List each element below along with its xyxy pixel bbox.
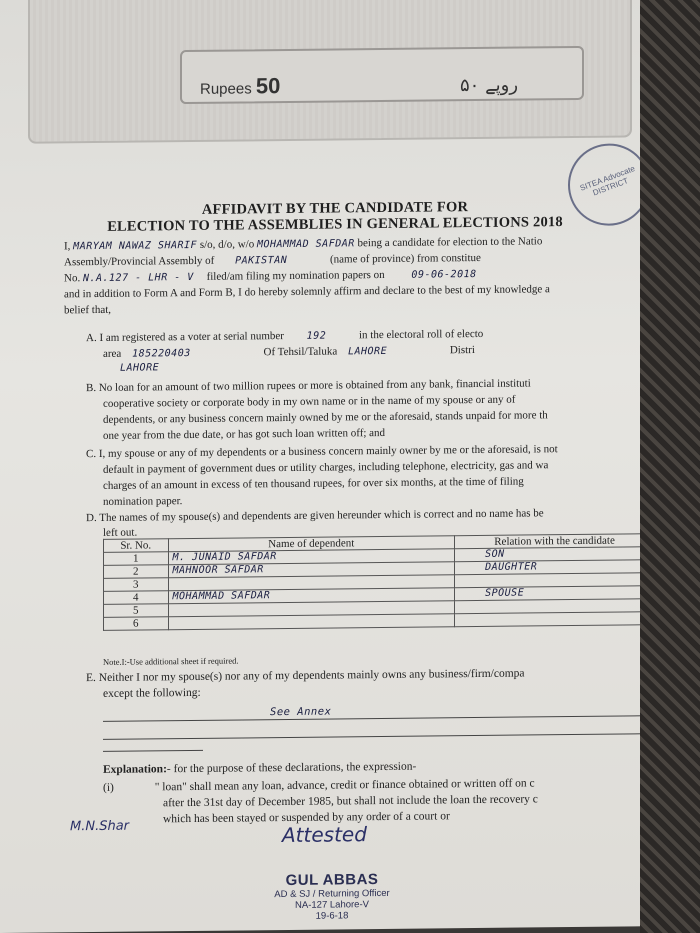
item-b-line4: one year from the due date, or has got such loan written off; and xyxy=(103,426,386,442)
document-title-line1: AFFIDAVIT BY THE CANDIDATE FOR xyxy=(201,199,469,218)
dependents-table xyxy=(103,533,652,631)
item-b-line3: dependents, or any business concern mainly owned by me or the aforesaid, stands unpaid for more th xyxy=(103,409,548,426)
item-b-line2: cooperative society or corporate body in my own name or in the name of my spouse or any of xyxy=(103,393,516,410)
row-relation: DAUGHTER xyxy=(455,560,652,575)
officer-location: NA-127 Lahore-V xyxy=(295,899,369,911)
candidate-name: MARYAM NAWAZ SHARIF xyxy=(73,239,198,253)
header-relation: Relation with the candidate xyxy=(455,534,652,549)
table-note: Note.I:-Use additional sheet if required. xyxy=(103,655,239,667)
explanation-number: (i) xyxy=(103,781,114,794)
document-title-line2: ELECTION TO THE ASSEMBLIES IN GENERAL ELECTIONS 2018 xyxy=(107,214,563,235)
stamp-value-urdu: روپے ۵۰ xyxy=(460,74,519,97)
explanation-line4: which has been stayed or suspended by any order of a court or xyxy=(163,810,450,826)
province-name: PAKISTAN xyxy=(235,254,288,267)
constituency: N.A.127 - LHR - V xyxy=(82,271,194,285)
blank-line xyxy=(103,715,643,722)
item-b-line1: B. No loan for an amount of two million rupees or more is obtained from any bank, financial instituti xyxy=(86,377,531,395)
item-a-line2 xyxy=(103,343,475,362)
stamp-amount: 50 xyxy=(255,73,281,99)
electoral-area: 185220403 xyxy=(132,348,191,360)
explanation-text: - for the purpose of these declarations, the expression- xyxy=(166,760,417,776)
returning-officer-stamp xyxy=(262,871,402,922)
item-a-text: A. I am registered as a voter at serial number xyxy=(86,330,284,345)
explanation-line1 xyxy=(103,760,416,777)
district-name: LAHORE xyxy=(120,362,160,374)
filing-date: 09-06-2018 xyxy=(411,269,477,281)
item-c-line1: C. I, my spouse or any of my dependents or a business concern mainly owner by me or the aforesaid, is not xyxy=(86,443,558,461)
item-d-line2: left out. xyxy=(103,526,138,539)
row-relation: SPOUSE xyxy=(455,586,652,601)
row-name: M. JUNAID SAFDAR xyxy=(168,549,455,565)
advocate-seal-text: SITEA Advocate DISTRICT xyxy=(578,164,637,198)
intro-text: No. xyxy=(64,272,81,285)
intro-line4: and in addition to Form A and Form B, I do hereby solemnly affirm and declare to the best of my knowledge a xyxy=(64,283,550,301)
explanation-heading: Explanation: xyxy=(103,763,167,776)
candidate-signature: M.N.Shar xyxy=(70,818,130,835)
officer-name: GUL ABBAS xyxy=(285,871,379,890)
background-rug xyxy=(640,0,700,933)
item-c-line2: default in payment of government dues or utility charges, including telephone, electricity, gas and wa xyxy=(103,459,549,476)
item-a-text: in the electoral roll of electo xyxy=(358,327,484,342)
stamp-value-label xyxy=(200,73,280,100)
row-relation: SON xyxy=(455,547,652,562)
intro-line5: belief that, xyxy=(64,303,112,317)
item-a-text: area xyxy=(103,347,122,360)
item-e-handwritten: See Annex xyxy=(270,705,332,719)
row-sr: 2 xyxy=(104,565,169,579)
blank-line xyxy=(103,733,643,740)
intro-text: Assembly/Provincial Assembly of xyxy=(64,254,215,269)
stamp-currency: Rupees xyxy=(200,80,252,98)
item-a-text: Distri xyxy=(449,344,475,357)
intro-text: I, xyxy=(64,240,71,253)
item-d-line1: D. The names of my spouse(s) and dependents are given hereunder which is correct and no name has be xyxy=(86,507,544,525)
father-spouse-name: MOHAMMAD SAFDAR xyxy=(256,238,355,251)
intro-text: s/o, d/o, w/o xyxy=(199,238,255,251)
advocate-seal xyxy=(568,143,650,226)
attested-stamp: Attested xyxy=(282,822,367,848)
intro-text: (name of province) from constitue xyxy=(330,251,481,266)
item-a-text: Of Tehsil/Taluka xyxy=(263,345,338,359)
row-name: MOHAMMAD SAFDAR xyxy=(168,588,455,604)
explanation-text: " loan" shall mean any loan, advance, credit or finance obtained or written off on c xyxy=(154,777,535,794)
header-name-of-dependent: Name of dependent xyxy=(168,536,455,552)
intro-text: being a candidate for election to the Natio xyxy=(357,235,543,250)
tehsil-name: LAHORE xyxy=(347,345,388,358)
blank-line-short xyxy=(103,750,203,752)
voter-serial-number: 192 xyxy=(306,330,327,342)
officer-date: 19-6-18 xyxy=(315,910,349,922)
row-sr: 3 xyxy=(104,578,169,592)
row-relation xyxy=(455,612,652,627)
stamp-paper-header xyxy=(28,0,632,144)
explanation-line3: after the 31st day of December 1985, but shall not include the loan the recovery c xyxy=(163,793,538,810)
header-sr-no: Sr. No. xyxy=(104,539,169,553)
item-c-line3: charges of an amount in excess of ten thousand rupees, for over six months, at the time of filing xyxy=(103,475,524,492)
row-name: MAHNOOR SAFDAR xyxy=(168,562,455,578)
row-sr: 6 xyxy=(104,617,169,631)
row-sr: 5 xyxy=(104,604,169,618)
intro-text: filed/am filing my nomination papers on xyxy=(206,268,385,283)
row-sr: 1 xyxy=(104,552,169,566)
officer-title: AD & SJ / Returning Officer xyxy=(274,887,390,901)
item-e-line2: except the following: xyxy=(103,686,201,700)
item-e-line1: E. Neither I nor my spouse(s) nor any of my dependents mainly owns any business/firm/compa xyxy=(86,667,525,685)
item-c-line4: nomination paper. xyxy=(103,495,183,508)
row-sr: 4 xyxy=(104,591,169,605)
row-name xyxy=(168,614,455,630)
